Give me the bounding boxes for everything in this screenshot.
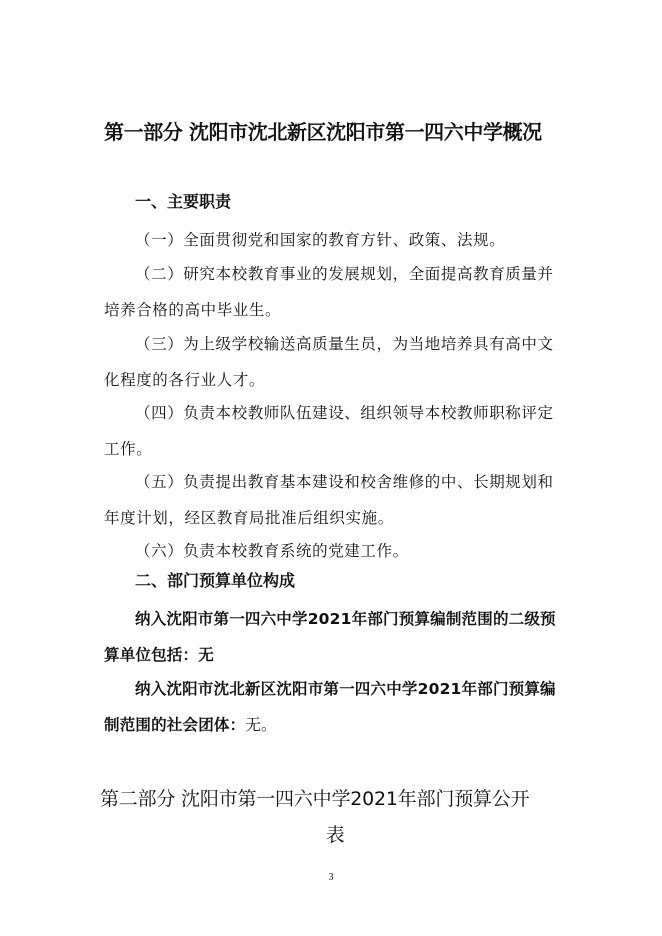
budget-unit-paragraph: 纳入沈阳市第一四六中学2021年部门预算编制范围的二级预算单位包括：无 [104,610,556,664]
duty-item-2: （二）研究本校教育事业的发展规划，全面提高教育质量并培养合格的高中毕业生。 [104,265,554,319]
section1-heading: 一、主要职责 [135,192,232,211]
duty-item-6: （六）负责本校教育系统的党建工作。 [135,542,409,560]
social-group-lead: 纳入沈阳市沈北新区沈阳市第一四六中学2021年部门预算编制范围的社会团体： [104,680,556,734]
social-group-value: 无。 [245,716,277,734]
duty-item-1: （一）全面贯彻党和国家的教育方针、政策、法规。 [135,231,506,249]
part2-title [100,781,570,853]
part2-title-line2: 表 [325,824,345,846]
social-group-paragraph [104,671,564,743]
section2-heading: 二、部门预算单位构成 [135,571,296,590]
part1-title: 第一部分 沈阳市沈北新区沈阳市第一四六中学概况 [104,120,542,144]
duty-item-5: （五）负责提出教育基本建设和校舍维修的中、长期规划和年度计划，经区教育局批准后组织实施。 [104,473,554,527]
duty-item-3: （三）为上级学校输送高质量生员，为当地培养具有高中文化程度的各行业人才。 [104,335,554,389]
duty-item-4: （四）负责本校教师队伍建设、组织领导本校教师职称评定工作。 [104,404,554,458]
page-number: 3 [328,872,334,883]
part2-title-line1: 第二部分 沈阳市第一四六中学2021年部门预算公开 [100,788,530,810]
